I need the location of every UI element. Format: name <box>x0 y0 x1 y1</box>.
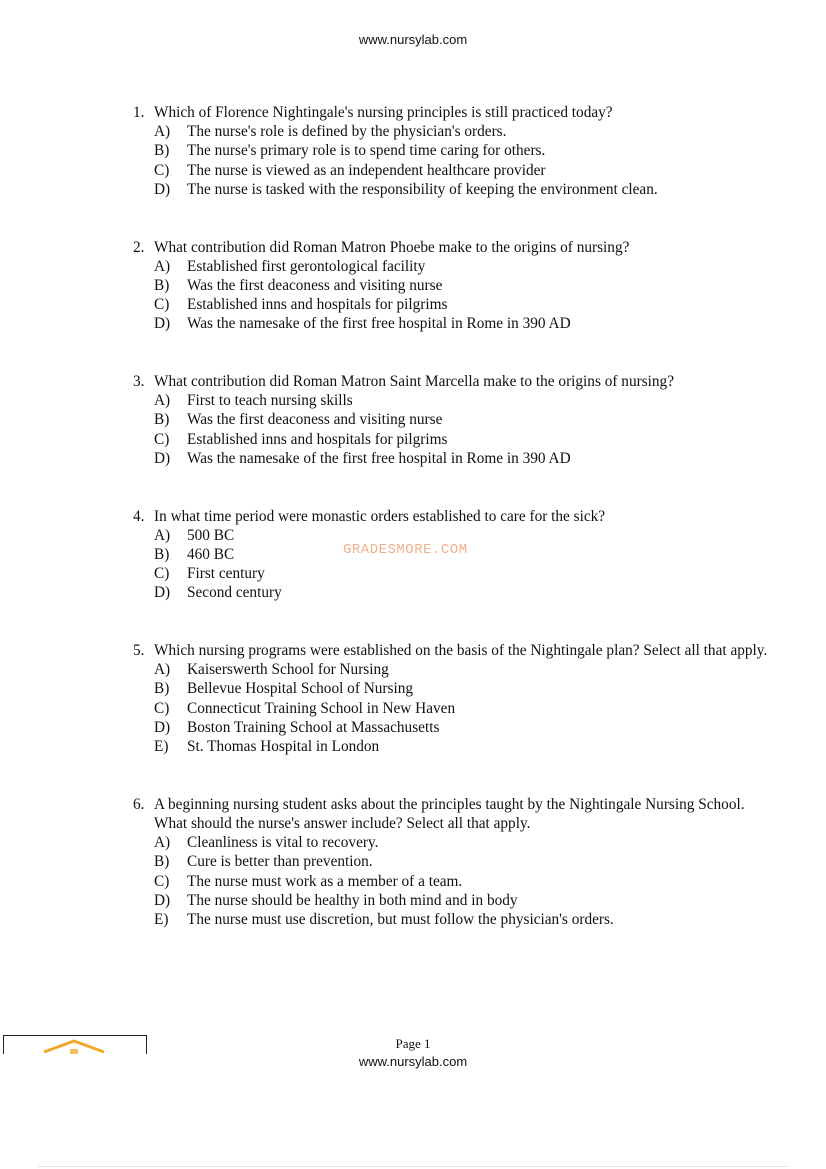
option-letter: D) <box>154 449 171 467</box>
option-text: The nurse's role is defined by the physician's orders. <box>187 123 507 141</box>
option-letter: C) <box>154 565 170 583</box>
option-letter: C) <box>154 296 170 314</box>
question-stem <box>133 507 773 526</box>
option-letter: D) <box>154 891 171 909</box>
answer-option <box>154 891 773 910</box>
answer-option <box>154 718 773 737</box>
option-text: Kaiserswerth School for Nursing <box>187 661 389 679</box>
option-letter: C) <box>154 872 170 890</box>
answer-option <box>154 161 773 180</box>
option-text: First century <box>187 565 265 583</box>
answer-option <box>154 737 773 756</box>
question-text: What contribution did Roman Matron Saint Marcella make to the origins of nursing? <box>154 373 674 391</box>
question-list <box>133 103 773 968</box>
option-text: Cleanliness is vital to recovery. <box>187 834 379 852</box>
option-text: Established inns and hospitals for pilgrims <box>187 296 448 314</box>
option-letter: A) <box>154 661 171 679</box>
question-stem <box>133 372 773 391</box>
answer-option <box>154 910 773 929</box>
option-text: The nurse's primary role is to spend time caring for others. <box>187 142 546 160</box>
option-letter: B) <box>154 142 170 160</box>
option-text: Was the first deaconess and visiting nurse <box>187 411 443 429</box>
option-text: 460 BC <box>187 545 235 563</box>
question-number: 5. <box>133 642 145 660</box>
question-6 <box>133 795 773 929</box>
header-url: www.nursylab.com <box>358 32 468 47</box>
question-2 <box>133 238 773 334</box>
option-letter: A) <box>154 123 171 141</box>
answer-option <box>154 314 773 333</box>
answer-option <box>154 852 773 871</box>
option-letter: D) <box>154 315 171 333</box>
answer-option <box>154 679 773 698</box>
option-text: The nurse should be healthy in both mind and in body <box>187 891 518 909</box>
question-text: A beginning nursing student asks about the principles taught by the Nightingale Nursing School. What should the nurse's answer include? Select all that apply. <box>154 795 745 832</box>
option-text: The nurse is viewed as an independent healthcare provider <box>187 161 546 179</box>
option-letter: B) <box>154 853 170 871</box>
answer-option <box>154 122 773 141</box>
answer-option <box>154 583 773 602</box>
question-number: 4. <box>133 507 145 525</box>
option-letter: B) <box>154 276 170 294</box>
answer-option <box>154 391 773 410</box>
option-letter: C) <box>154 699 170 717</box>
answer-option <box>154 180 773 199</box>
question-3 <box>133 372 773 468</box>
option-text: Was the first deaconess and visiting nurse <box>187 276 443 294</box>
question-stem <box>133 641 773 660</box>
answer-options <box>154 660 773 756</box>
footer-url: www.nursylab.com <box>358 1054 468 1069</box>
option-letter: B) <box>154 545 170 563</box>
option-text: Was the namesake of the first free hospital in Rome in 390 AD <box>187 315 571 333</box>
page-number: Page 1 <box>395 1036 431 1051</box>
option-text: First to teach nursing skills <box>187 392 353 410</box>
bottom-divider <box>38 1166 788 1167</box>
option-text: The nurse must use discretion, but must follow the physician's orders. <box>187 911 614 928</box>
answer-option <box>154 295 773 314</box>
option-text: The nurse is tasked with the responsibility of keeping the environment clean. <box>187 180 658 198</box>
answer-option <box>154 276 773 295</box>
question-stem <box>133 103 773 122</box>
question-1 <box>133 103 773 199</box>
answer-option <box>154 430 773 449</box>
question-number: 6. <box>133 795 145 813</box>
question-text: In what time period were monastic orders established to care for the sick? <box>154 507 606 525</box>
option-letter: A) <box>154 834 171 852</box>
option-text: St. Thomas Hospital in London <box>187 738 380 756</box>
option-text: Established inns and hospitals for pilgrims <box>187 430 448 448</box>
question-number: 1. <box>133 104 145 121</box>
answer-option <box>154 660 773 679</box>
answer-option <box>154 141 773 160</box>
question-stem <box>133 795 773 833</box>
option-letter: D) <box>154 584 171 602</box>
answer-option <box>154 833 773 852</box>
option-text: Connecticut Training School in New Haven <box>187 699 456 717</box>
answer-option <box>154 872 773 891</box>
option-letter: D) <box>154 180 171 198</box>
answer-option <box>154 449 773 468</box>
option-letter: A) <box>154 392 171 410</box>
answer-options <box>154 526 773 603</box>
question-5 <box>133 641 773 756</box>
question-text: Which nursing programs were established on the basis of the Nightingale plan? Select all that apply. <box>154 642 768 660</box>
option-text: Cure is better than prevention. <box>187 853 373 871</box>
option-letter: C) <box>154 161 170 179</box>
option-text: Was the namesake of the first free hospital in Rome in 390 AD <box>187 449 571 467</box>
question-number: 2. <box>133 238 145 256</box>
answer-option <box>154 699 773 718</box>
option-letter: D) <box>154 718 171 736</box>
option-text: Boston Training School at Massachusetts <box>187 718 440 736</box>
option-text: Bellevue Hospital School of Nursing <box>187 680 414 698</box>
answer-option <box>154 257 773 276</box>
option-text: The nurse must work as a member of a team. <box>187 872 463 890</box>
answer-option <box>154 564 773 583</box>
question-stem <box>133 238 773 257</box>
option-letter: C) <box>154 430 170 448</box>
answer-options <box>154 833 773 929</box>
answer-options <box>154 122 773 199</box>
option-letter: A) <box>154 257 171 275</box>
question-number: 3. <box>133 373 145 391</box>
logo-box <box>3 1035 147 1054</box>
option-text: Established first gerontological facility <box>187 257 426 275</box>
question-text: What contribution did Roman Matron Phoebe make to the origins of nursing? <box>154 238 630 256</box>
answer-options <box>154 257 773 334</box>
option-letter: B) <box>154 411 170 429</box>
house-roof-logo-icon <box>42 1038 106 1054</box>
answer-options <box>154 391 773 468</box>
option-letter: B) <box>154 680 170 698</box>
question-text: Which of Florence Nightingale's nursing principles is still practiced today? <box>154 104 613 121</box>
option-text: 500 BC <box>187 526 235 544</box>
option-letter: E) <box>154 911 169 928</box>
watermark: GRADESMORE.COM <box>343 542 468 558</box>
answer-option <box>154 410 773 429</box>
option-text: Second century <box>187 584 282 602</box>
option-letter: A) <box>154 526 171 544</box>
option-letter: E) <box>154 738 169 756</box>
